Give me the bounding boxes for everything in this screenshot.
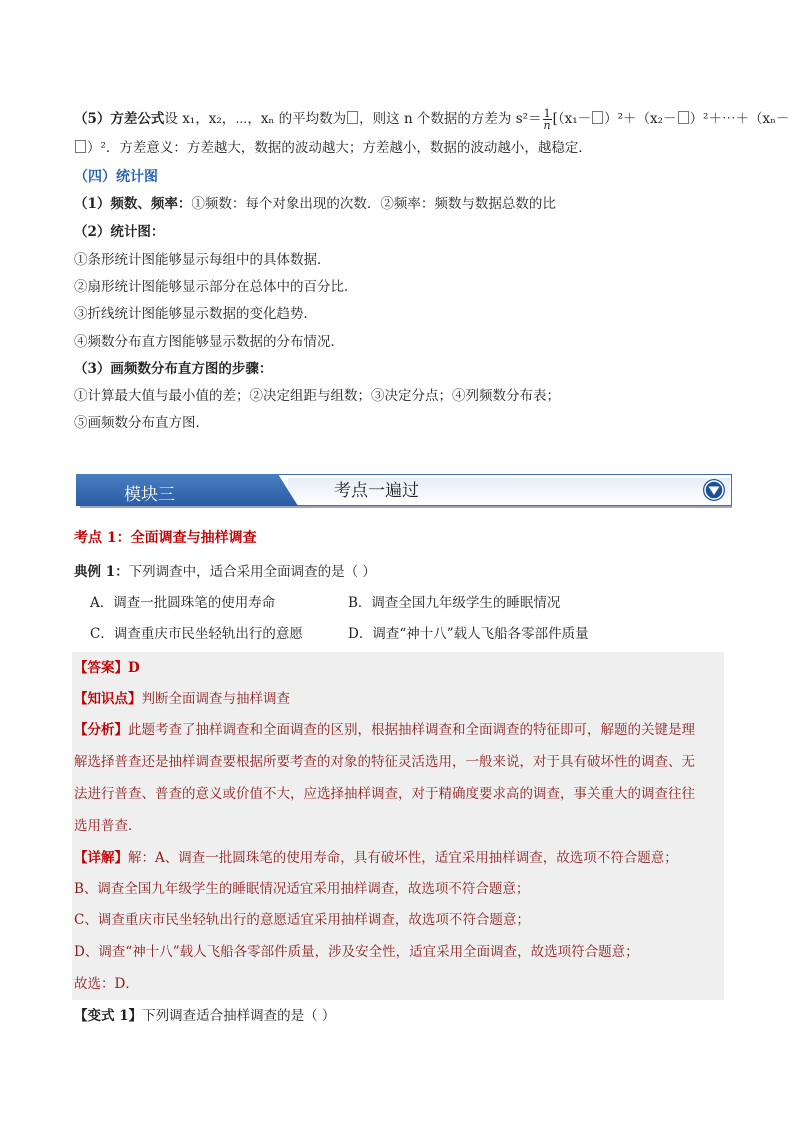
fraction-denominator: n — [543, 119, 551, 132]
example-lead: 典例 1： — [74, 564, 129, 580]
example-text: 下列调查中，适合采用全面调查的是（ ） — [128, 564, 376, 580]
analysis-text: 法进行普查、普查的意义或价值不大，应选择抽样调查，对于精确度要求高的调查，事关重大的调查往往 — [74, 786, 695, 802]
detail-text: 解：A、调查一批圆珠笔的使用寿命，具有破坏性，适宜采用抽样调查，故选项不符合题意； — [128, 850, 678, 866]
module-banner — [76, 474, 732, 506]
knowledge-label: 【知识点】 — [74, 691, 142, 707]
analysis-text: 此题考查了抽样调查和全面调查的区别，根据抽样调查和全面调查的特征即可，解题的关键是理 — [128, 722, 695, 738]
mean-placeholder-icon — [75, 140, 86, 153]
detail-text: D、调查“神十八”载人飞船各零部件质量，涉及安全性，适宜采用全面调查，故选项符合题意； — [74, 944, 639, 960]
variance-line-2 — [74, 138, 592, 158]
variance-text: 设 x₁，x₂，⋯，xₙ 的平均数为 — [164, 111, 347, 127]
variant-lead: 【变式 1】 — [74, 1008, 143, 1024]
charts-lead: （2）统计图： — [74, 224, 165, 240]
variance-tail: [（x₁－ — [552, 111, 592, 127]
analysis-text: 解选择普查还是抽样调查要根据所要考查的对象的特征灵活选用，一般来说，对于具有破坏性的调查、无 — [74, 754, 695, 770]
kaodian-heading: 考点 1：全面调查与抽样调查 — [74, 530, 257, 546]
analysis-label: 【分析】 — [74, 722, 128, 738]
detail-text: C、调查重庆市民坐轻轨出行的意愿适宜采用抽样调查，故选项不符合题意； — [74, 912, 530, 928]
chevron-down-icon — [702, 478, 726, 502]
knowledge-line — [74, 689, 290, 709]
histogram-step: ①计算最大值与最小值的差；②决定组距与组数；③决定分点；④列频数分布表； — [74, 388, 560, 404]
section-heading-charts: （四）统计图 — [74, 169, 158, 185]
variance-text-2: ，则这 n 个数据的方差为 s²＝ — [359, 111, 542, 127]
variance-fraction — [543, 108, 552, 131]
histogram-step: ⑤画频数分布直方图． — [74, 415, 209, 431]
answer-value: D — [128, 660, 140, 676]
variance-tail-3: ）²＋⋯＋（xₙ－ — [689, 111, 790, 127]
analysis-text: 选用普查． — [74, 818, 142, 834]
analysis-line — [74, 720, 695, 740]
option-a: A．调查一批圆珠笔的使用寿命 — [90, 595, 276, 611]
detail-label: 【详解】 — [74, 850, 128, 866]
chart-item: ④频数分布直方图能够显示数据的分布情况． — [74, 334, 344, 350]
chart-item: ③折线统计图能够显示数据的变化趋势． — [74, 306, 317, 322]
banner-tab — [76, 474, 298, 506]
variance-line-1 — [74, 108, 789, 131]
freq-lead: （1）频数、频率： — [74, 196, 192, 212]
histogram-steps-lead: （3）画频数分布直方图的步骤： — [74, 361, 273, 377]
mean-placeholder-icon — [347, 111, 358, 124]
banner-title: 考点一遍过 — [334, 481, 419, 501]
detail-text: 故选：D． — [74, 976, 139, 992]
option-c: C．调查重庆市民坐轻轨出行的意愿 — [90, 626, 303, 642]
example-question — [74, 562, 376, 582]
chart-item: ②扇形统计图能够显示部分在总体中的百分比． — [74, 279, 358, 295]
variant-question — [74, 1006, 335, 1026]
option-b: B．调查全国九年级学生的睡眠情况 — [348, 595, 561, 611]
mean-placeholder-icon — [678, 111, 689, 124]
fraction-numerator: 1 — [543, 107, 551, 120]
variant-text: 下列调查适合抽样调查的是（ ） — [142, 1008, 336, 1024]
option-d: D．调查“神十八”载人飞船各零部件质量 — [348, 626, 589, 642]
answer-label: 【答案】 — [74, 660, 128, 676]
variance-lead: （5）方差公式 — [74, 111, 165, 127]
detail-line — [74, 848, 678, 868]
answer-line — [74, 658, 140, 678]
chart-item: ①条形统计图能够显示每组中的具体数据． — [74, 252, 331, 268]
variance-tail-2: ）²＋（x₂－ — [604, 111, 677, 127]
mean-placeholder-icon — [592, 111, 603, 124]
variance-meaning: ）²．方差意义：方差越大，数据的波动越大；方差越小，数据的波动越小，越稳定． — [87, 140, 592, 156]
banner-tab-label: 模块三 — [124, 485, 175, 505]
knowledge-value: 判断全面调查与抽样调查 — [141, 691, 290, 707]
detail-text: B、调查全国九年级学生的睡眠情况适宜采用抽样调查，故选项不符合题意； — [74, 881, 530, 897]
freq-text: ①频数：每个对象出现的次数．②频率：频数与数据总数的比 — [191, 196, 556, 212]
freq-line — [74, 194, 556, 214]
